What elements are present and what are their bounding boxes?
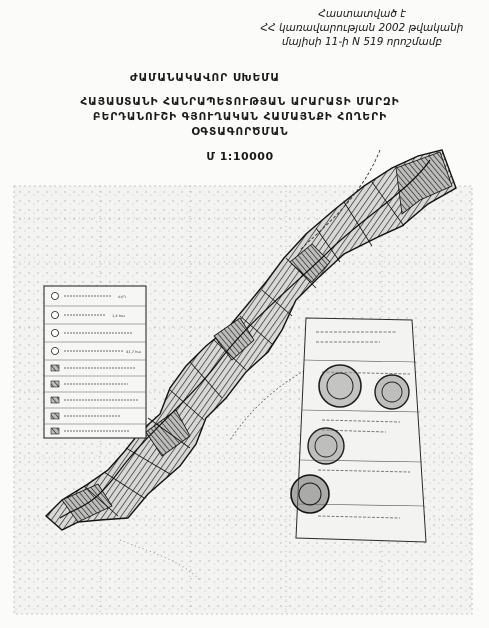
approval-line-3: մայիսի 11-ի N 519 որոշմամբ: [281, 36, 443, 48]
legend-row4-value: 41,7 հա: [126, 350, 141, 354]
official-stamp-4: [291, 475, 329, 513]
title-line-1: ՀԱՅԱՍՏԱՆԻ ՀԱՆՐԱՊԵՏՈՒԹՅԱՆ ԱՐԱՐԱՏԻ ՄԱՐԶԻ: [80, 96, 400, 108]
legend-row2-value: 1,4 հա: [112, 314, 125, 318]
title-line-2: ԲԵՐԴԱՆՈՒՇԻ ԳՅՈՒՂԱԿԱՆ ՀԱՄԱՅՆՔԻ ՀՈՂԵՐԻ: [92, 111, 388, 123]
official-stamp-3: [308, 428, 344, 464]
official-stamp-1: [319, 365, 361, 407]
title-line-3: ՕԳՏԱԳՈՐԾՄԱՆ: [191, 126, 289, 138]
legend-row1-value: ՀՀԴ: [118, 295, 126, 299]
official-stamp-2: [375, 375, 409, 409]
document-type: ԺԱՄԱՆԱԿԱՎՈՐ ՍԽԵՄԱ: [130, 72, 280, 84]
approval-line-2: ՀՀ կառավարության 2002 թվականի: [260, 22, 464, 34]
map-legend: [44, 286, 146, 438]
map-scale: Մ 1:10000: [206, 150, 274, 163]
approval-line-1: Հաստատված է: [318, 8, 406, 20]
approvals-panel: [291, 318, 426, 542]
